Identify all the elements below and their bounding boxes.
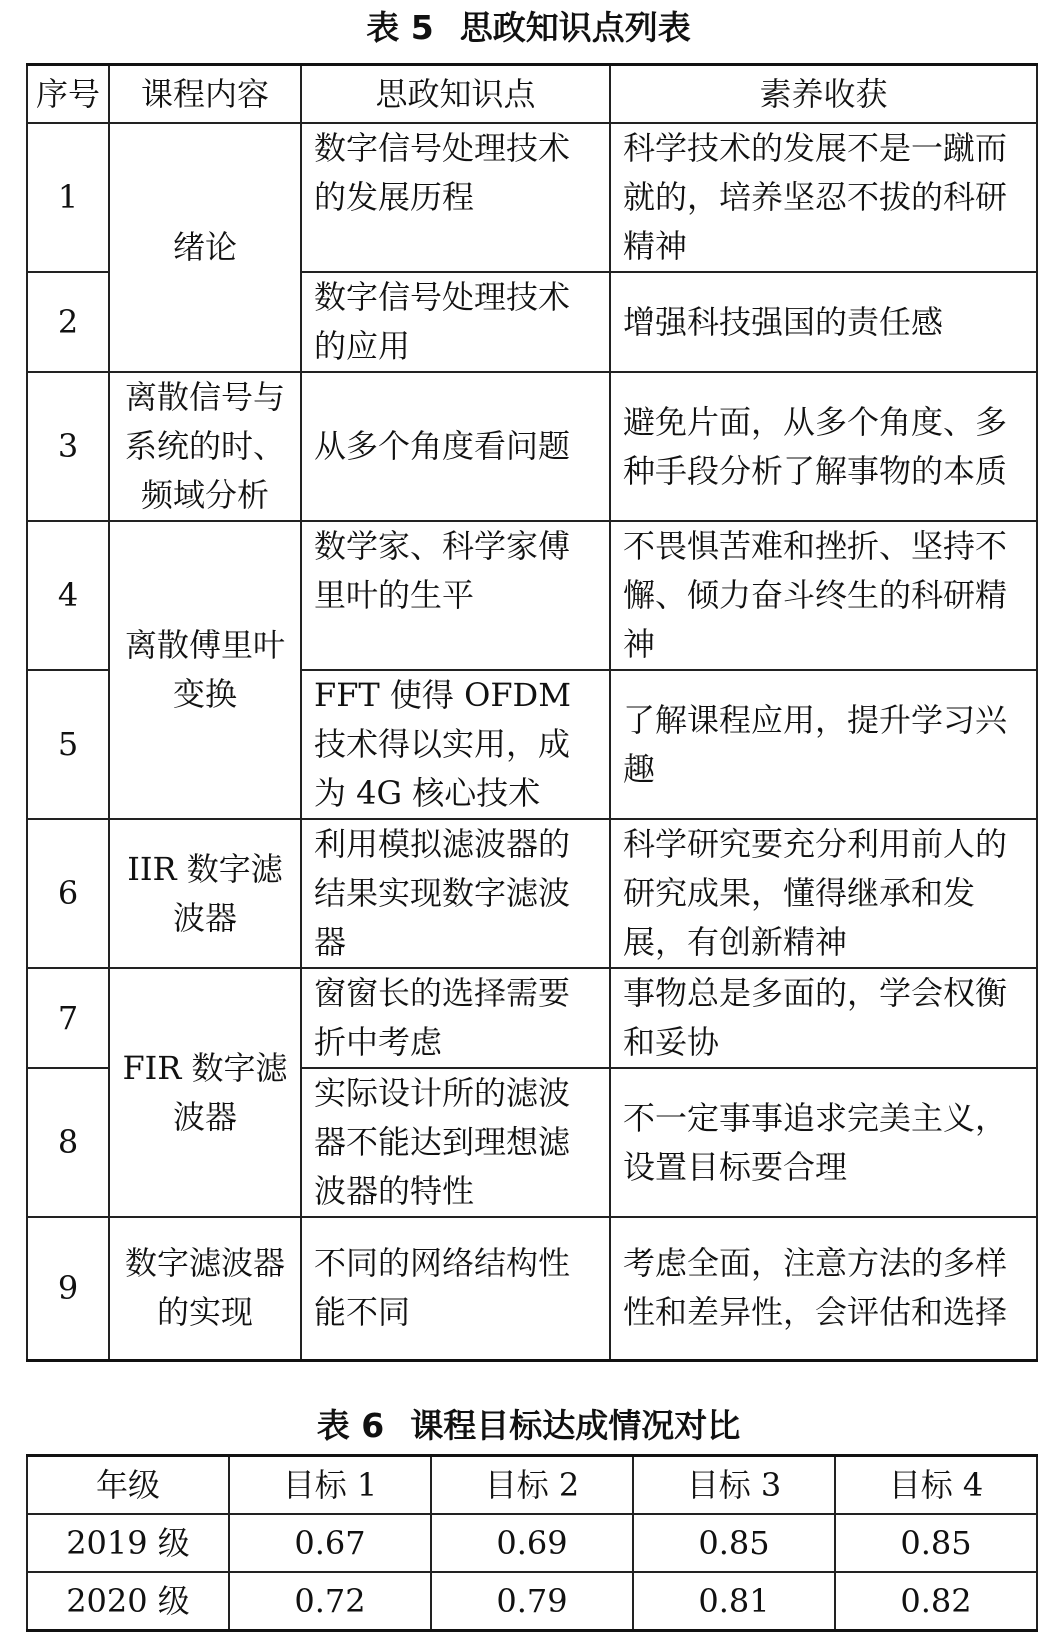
row-course: IIR 数字滤波器 <box>109 819 301 968</box>
row-point: 实际设计所的滤波器不能达到理想滤波器的特性 <box>301 1068 610 1217</box>
table5-caption <box>0 8 1057 48</box>
row-point: 不同的网络结构性能不同 <box>301 1217 610 1360</box>
row-seq: 2 <box>27 272 109 372</box>
goal-value-cell: 0.72 <box>229 1572 431 1631</box>
header-goal-3: 目标 3 <box>633 1456 835 1515</box>
row-point: 数字信号处理技术的发展历程 <box>301 123 610 272</box>
table-row <box>27 968 1037 1068</box>
grade-cell: 2020 级 <box>27 1572 229 1631</box>
row-gain: 事物总是多面的，学会权衡和妥协 <box>610 968 1037 1068</box>
row-gain: 科学研究要充分利用前人的研究成果，懂得继承和发展，有创新精神 <box>610 819 1037 968</box>
table-row <box>27 123 1037 272</box>
header-goal-1: 目标 1 <box>229 1456 431 1515</box>
goal-value-cell: 0.85 <box>633 1514 835 1572</box>
grade-cell: 2019 级 <box>27 1514 229 1572</box>
row-seq: 3 <box>27 372 109 521</box>
table-row <box>27 1572 1037 1631</box>
row-gain: 了解课程应用，提升学习兴趣 <box>610 670 1037 819</box>
table-row <box>27 1514 1037 1572</box>
row-gain: 不畏惧苦难和挫折、坚持不懈、倾力奋斗终生的科研精神 <box>610 521 1037 670</box>
row-seq: 6 <box>27 819 109 968</box>
row-seq: 4 <box>27 521 109 670</box>
row-point: 数字信号处理技术的应用 <box>301 272 610 372</box>
row-course: 数字滤波器的实现 <box>109 1217 301 1360</box>
table6-caption <box>0 1406 1057 1446</box>
course-goal-achievement-table <box>26 1454 1038 1632</box>
goal-value-cell: 0.79 <box>431 1572 633 1631</box>
table-row <box>27 1217 1037 1360</box>
header-goal-4: 目标 4 <box>835 1456 1037 1515</box>
table6-header-row <box>27 1456 1037 1515</box>
table-row <box>27 372 1037 521</box>
table5-caption-title: 思政知识点列表 <box>459 8 691 47</box>
row-gain: 科学技术的发展不是一蹴而就的，培养坚忍不拔的科研精神 <box>610 123 1037 272</box>
header-course: 课程内容 <box>109 65 301 124</box>
row-seq: 9 <box>27 1217 109 1360</box>
row-gain: 增强科技强国的责任感 <box>610 272 1037 372</box>
goal-value-cell: 0.81 <box>633 1572 835 1631</box>
row-point: 窗窗长的选择需要折中考虑 <box>301 968 610 1068</box>
row-gain: 考虑全面，注意方法的多样性和差异性，会评估和选择 <box>610 1217 1037 1360</box>
table5-caption-number: 表 5 <box>366 8 434 47</box>
row-course: 离散信号与系统的时、频域分析 <box>109 372 301 521</box>
table-row <box>27 521 1037 670</box>
ideology-knowledge-table <box>26 63 1038 1362</box>
header-goal-2: 目标 2 <box>431 1456 633 1515</box>
table5-header-row <box>27 65 1037 124</box>
row-seq: 8 <box>27 1068 109 1217</box>
goal-value-cell: 0.67 <box>229 1514 431 1572</box>
goal-value-cell: 0.82 <box>835 1572 1037 1631</box>
header-point: 思政知识点 <box>301 65 610 124</box>
table6-caption-number: 表 6 <box>316 1406 385 1445</box>
row-seq: 5 <box>27 670 109 819</box>
row-point: 从多个角度看问题 <box>301 372 610 521</box>
row-gain: 避免片面，从多个角度、多种手段分析了解事物的本质 <box>610 372 1037 521</box>
table6-caption-title: 课程目标达成情况对比 <box>410 1406 741 1445</box>
row-course: 离散傅里叶变换 <box>109 521 301 819</box>
row-seq: 1 <box>27 123 109 272</box>
header-seq: 序号 <box>27 65 109 124</box>
row-course: FIR 数字滤波器 <box>109 968 301 1217</box>
row-point: 利用模拟滤波器的结果实现数字滤波器 <box>301 819 610 968</box>
row-gain: 不一定事事追求完美主义，设置目标要合理 <box>610 1068 1037 1217</box>
row-course: 绪论 <box>109 123 301 372</box>
header-gain: 素养收获 <box>610 65 1037 124</box>
row-point: 数学家、科学家傅里叶的生平 <box>301 521 610 670</box>
goal-value-cell: 0.85 <box>835 1514 1037 1572</box>
row-seq: 7 <box>27 968 109 1068</box>
goal-value-cell: 0.69 <box>431 1514 633 1572</box>
header-grade: 年级 <box>27 1456 229 1515</box>
table-row <box>27 819 1037 968</box>
row-point: FFT 使得 OFDM 技术得以实用，成为 4G 核心技术 <box>301 670 610 819</box>
